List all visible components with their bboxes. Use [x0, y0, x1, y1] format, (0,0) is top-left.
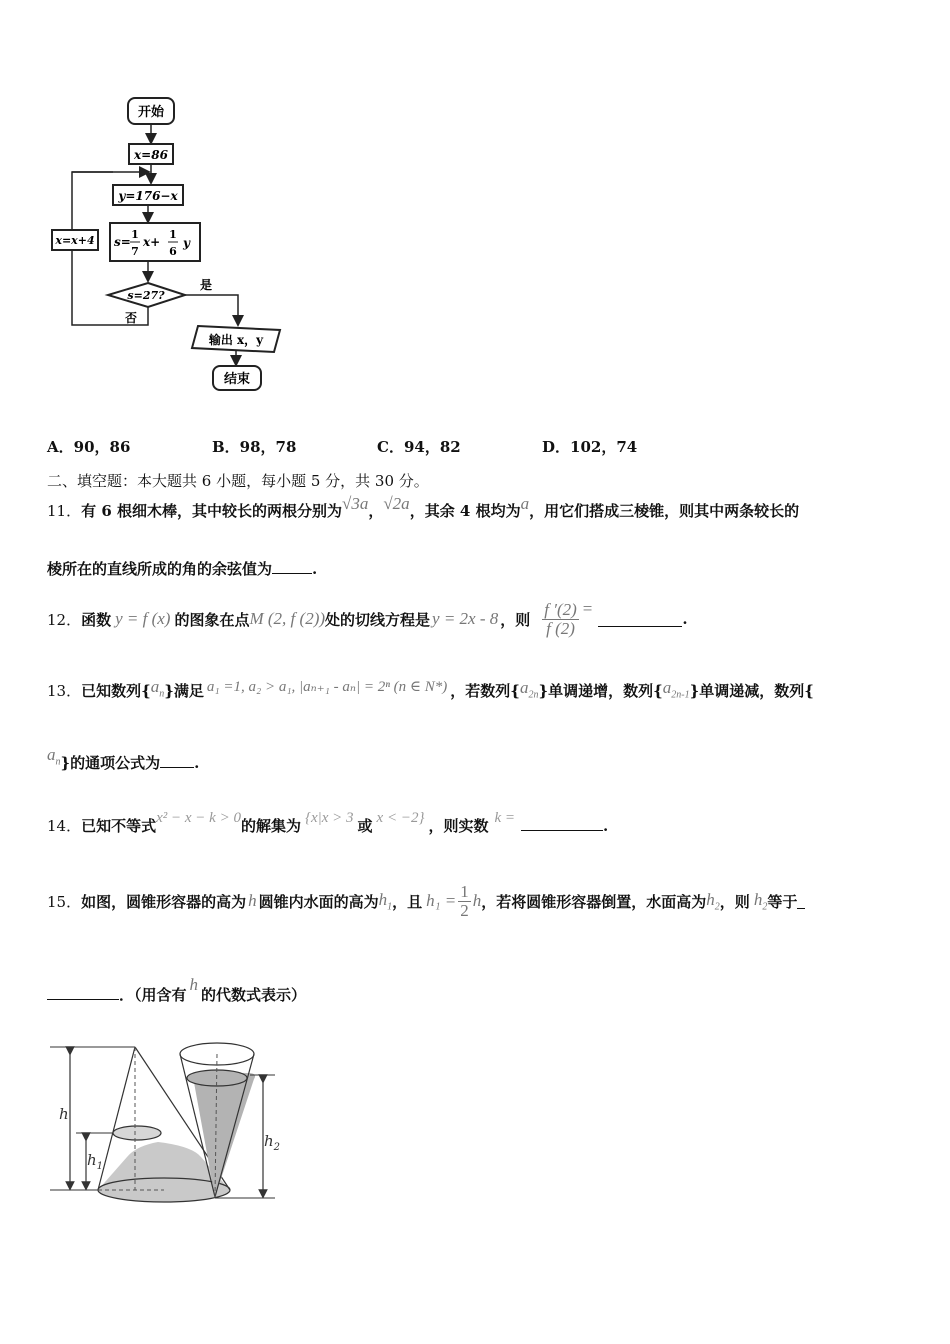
option-d: D．102，74 [542, 438, 638, 456]
assign-s-mid: x+ [143, 235, 161, 249]
q15-half-den: 2 [460, 900, 469, 920]
q15-h: h [248, 891, 257, 910]
q15-h1 [379, 890, 393, 912]
q14-text1: 已知不等式 [81, 817, 157, 835]
assign-s-prefix: s= [114, 235, 131, 249]
q15-answer-blank[interactable] [47, 985, 119, 1000]
q12-eq: = [582, 599, 593, 618]
q11-line2 [47, 558, 317, 579]
q13-a2n1-sub: 2n-1 [671, 689, 690, 701]
q12-number: 12． [47, 610, 82, 629]
q13-end: . [194, 754, 200, 772]
q15-answer-blank-start[interactable] [797, 894, 805, 909]
q13-an2-sub: n [55, 756, 61, 768]
q13-an-base: a [150, 677, 160, 696]
q11-math3: a [520, 494, 530, 513]
q11-math2: √2a [383, 494, 410, 513]
q14-number: 14． [47, 817, 82, 835]
q14-text4: ，则实数 [428, 817, 489, 835]
q14-text3: 或 [357, 817, 373, 835]
q15-text3: ，且 [392, 892, 423, 911]
label-h1-sub: 1 [96, 1161, 104, 1172]
start-label: 开始 [137, 105, 165, 120]
q13-line2-text: }的通项公式为 [60, 754, 161, 772]
q11-answer-blank[interactable] [272, 559, 312, 574]
q15-h2-sub: 2 [714, 901, 720, 913]
q12-math1: y = f (x) [115, 609, 171, 628]
q11-text1: 有 6 根细木棒，其中较长的两根分别为 [81, 502, 342, 520]
q13-an [150, 677, 165, 700]
q11-math1: √3a [341, 494, 369, 513]
q13-a2n1-base: a [662, 678, 672, 697]
q12-math3: y = 2x - 8 [432, 609, 499, 628]
q15-h2b-base: h [753, 889, 763, 909]
q13-an-2 [47, 745, 61, 768]
q13-an-sub: n [159, 688, 165, 700]
section2-header: 二、填空题：本大题共 6 小题，每小题 5 分，共 30 分。 [47, 472, 429, 490]
q15-line2-text: ．（用含有 [119, 986, 187, 1004]
q14-math1: x² − x − k > 0 [156, 810, 241, 826]
q15-text5: ，则 [719, 892, 750, 911]
q15-h1-sub: 1 [387, 901, 393, 913]
q15-line2-tail: 的代数式表示） [201, 986, 307, 1004]
init-label: x=86 [134, 148, 168, 162]
q15-line2 [47, 975, 307, 1005]
q14-math2: {x|x > 3 [304, 810, 354, 826]
q13-text2: }满足 [164, 682, 204, 700]
q15-h1-base: h [378, 889, 388, 909]
cone-figure [50, 1035, 300, 1210]
q12-text1: 函数 [81, 610, 112, 629]
q14-end: . [603, 817, 609, 835]
q15-h2b-sub: 2 [762, 901, 768, 913]
end-label: 结束 [223, 372, 251, 387]
q15-h2 [706, 890, 720, 912]
q12-end: . [682, 610, 688, 628]
q13-text4: }单调递增，数列{ [538, 682, 663, 700]
q15-eq-lhs: h₁ = [426, 891, 457, 910]
condition-label: s=27? [127, 289, 165, 302]
q12-fraction [542, 601, 579, 638]
q15-eq-rhs: h [472, 891, 482, 910]
q15-h2-again [754, 890, 768, 912]
q15-number: 15． [47, 892, 82, 911]
frac-b-num: 1 [169, 228, 177, 241]
assign-s-suffix: y [183, 236, 190, 250]
flowchart [40, 90, 300, 400]
q12-answer-blank[interactable] [598, 612, 682, 627]
output-label: 输出 x，y [208, 333, 264, 347]
q11-line2-text: 棱所在的直线所成的角的余弦值为 [47, 560, 273, 578]
q15-text6: 等于 [767, 892, 798, 911]
q13-a2n-base: a [519, 678, 529, 697]
q15-text1: 如图，圆锥形容器的高为 [81, 892, 247, 911]
q12-text4: ，则 [500, 610, 531, 629]
q12-frac-num: f ′(2) [544, 599, 577, 619]
label-h2-base: h [264, 1132, 274, 1150]
q14-line [47, 810, 609, 836]
q13-number: 13． [47, 682, 82, 700]
q12-math2: M (2, f (2)) [249, 609, 326, 628]
q14-math4: k = [494, 810, 515, 826]
q13-a2n1 [662, 678, 690, 701]
label-h: h [59, 1105, 69, 1123]
q13-line1 [47, 677, 814, 703]
q15-half-num: 1 [460, 881, 469, 901]
no-label: 否 [125, 311, 138, 325]
label-h1 [87, 1151, 103, 1172]
q15-h2-base: h [706, 889, 715, 909]
loop-update-label: x=x+4 [55, 234, 95, 247]
q11-line1 [47, 494, 800, 521]
q15-line2-h: h [189, 975, 199, 994]
assign-y-label: y=176−x [118, 189, 178, 203]
q13-line2 [47, 745, 200, 775]
q11-text2: ，其余 4 根均为 [409, 502, 521, 520]
label-h2-sub: 2 [273, 1142, 281, 1153]
q12-text2: 的图象在点 [174, 610, 250, 629]
q12-line [47, 594, 688, 644]
q11-text3: ，用它们搭成三棱锥，则其中两条较长的 [529, 502, 800, 520]
yes-label: 是 [200, 278, 213, 292]
q13-text3: ，若数列{ [450, 682, 520, 700]
frac-a-num: 1 [131, 228, 139, 241]
q13-text1: 已知数列{ [81, 682, 151, 700]
q11-end: . [312, 560, 318, 578]
q12-frac-den: f (2) [546, 618, 575, 638]
label-h1-base: h [87, 1151, 97, 1169]
option-c: C．94，82 [377, 438, 461, 456]
q13-a2n [519, 678, 539, 701]
q15-line1 [47, 878, 805, 924]
q11-number: 11． [47, 502, 82, 520]
q13-a2n-sub: 2n [528, 689, 539, 701]
q15-half [458, 883, 471, 920]
frac-a-den: 7 [131, 245, 139, 258]
q13-condition: a₁ =1, a₂ > a₁, |aₙ₊₁ - aₙ| = 2ⁿ (n ∈ N*) [206, 679, 448, 695]
label-h2 [264, 1132, 280, 1153]
q13-an2-base: a [47, 745, 56, 764]
option-a: A．90，86 [47, 438, 131, 456]
q13-text5: }单调递减，数列{ [689, 682, 814, 700]
q14-math3: x < −2} [376, 810, 425, 826]
q14-answer-blank[interactable] [521, 816, 603, 831]
q15-text4: ，若将圆锥形容器倒置，水面高为 [481, 892, 707, 911]
q15-text2: 圆锥内水面的高为 [258, 892, 379, 911]
q13-answer-blank[interactable] [160, 753, 194, 768]
q14-text2: 的解集为 [240, 817, 301, 835]
q12-text3: 处的切线方程是 [325, 610, 431, 629]
option-b: B．98，78 [212, 438, 297, 456]
q11-sep: ， [368, 502, 384, 520]
frac-b-den: 6 [169, 245, 177, 258]
